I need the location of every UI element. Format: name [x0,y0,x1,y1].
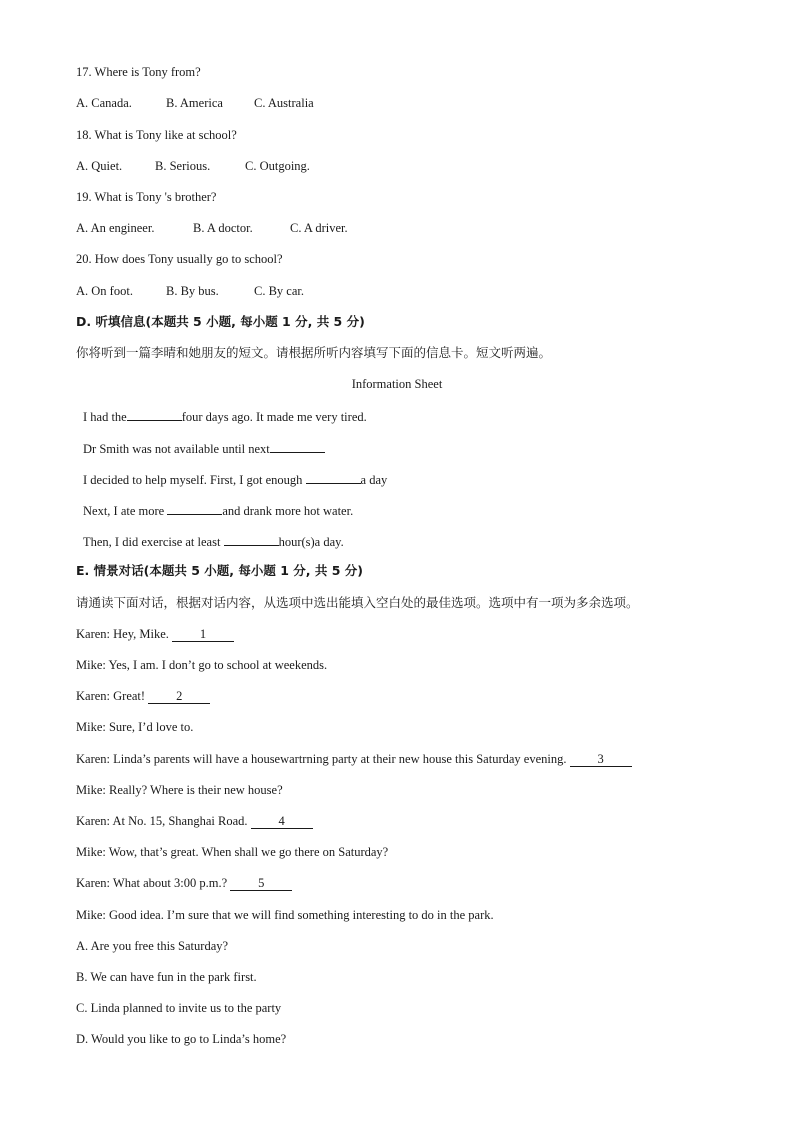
option-a: A. An engineer. [76,221,155,235]
dialogue-blank: 3 [570,752,632,767]
info-row-1: I had the four days ago. It made me very tired. [83,407,367,425]
option-b: B. A doctor. [193,221,253,235]
option-b: B. Serious. [155,159,211,173]
dialogue-blank: 2 [148,689,210,704]
option-b: B. By bus. [166,284,219,298]
dialogue-line-8: Mike: Wow, that’s great. When shall we go there on Saturday? [76,845,389,859]
dialogue-line-1: Karen: Hey, Mike. 1 [76,626,234,642]
info-row-2: Dr Smith was not available until next [83,439,325,457]
question-17: 17. Where is Tony from? [76,65,201,79]
question-19-options [76,220,348,236]
question-19: 19. What is Tony 's brother? [76,190,217,204]
dialogue-blank: 4 [251,814,313,829]
info-row-4: Next, I ate more and drank more hot water. [83,501,353,519]
dialogue-blank: 1 [172,627,234,642]
dialogue-line-10: Mike: Good idea. I’m sure that we will find something interesting to do in the park. [76,908,494,922]
dialogue-blank: 5 [230,876,292,891]
choice-d: D. Would you like to go to Linda’s home? [76,1032,287,1046]
section-e-instruction: 请通读下面对话，根据对话内容，从选项中选出能填入空白处的最佳选项。选项中有一项为多余选项。 [76,595,639,610]
section-e-heading: E. 情景对话(本题共 5 小题, 每小题 1 分, 共 5 分) [76,563,363,578]
info-row-3: I decided to help myself. First, I got enough a day [83,470,387,488]
choice-c: C. Linda planned to invite us to the party [76,1001,282,1015]
question-20-options [76,283,304,299]
dialogue-line-6: Mike: Really? Where is their new house? [76,783,283,797]
info-row-5: Then, I did exercise at least hour(s)a day. [83,532,344,550]
section-d-instruction: 你将听到一篇李晴和她朋友的短文。请根据所听内容填写下面的信息卡。短文听两遍。 [76,345,552,360]
dialogue-line-7: Karen: At No. 15, Shanghai Road. 4 [76,813,313,829]
answer-blank [224,532,279,546]
dialogue-line-4: Mike: Sure, I’d love to. [76,720,194,734]
option-c: C. Australia [254,96,314,110]
option-c: C. Outgoing. [245,159,310,173]
question-20: 20. How does Tony usually go to school? [76,252,283,266]
dialogue-line-9: Karen: What about 3:00 p.m.? 5 [76,875,292,891]
dialogue-line-2: Mike: Yes, I am. I don’t go to school at weekends. [76,658,328,672]
dialogue-line-3: Karen: Great! 2 [76,688,210,704]
answer-blank [306,470,361,484]
question-17-options [76,95,314,111]
option-a: A. Quiet. [76,159,123,173]
choice-b: B. We can have fun in the park first. [76,970,257,984]
option-b: B. America [166,96,223,110]
question-18: 18. What is Tony like at school? [76,128,237,142]
dialogue-line-5: Karen: Linda’s parents will have a housewartrning party at their new house this Saturday evening. 3 [76,751,632,767]
option-a: A. On foot. [76,284,133,298]
information-sheet-title: Information Sheet [351,377,443,391]
option-a: A. Canada. [76,96,132,110]
answer-blank [167,501,222,515]
answer-blank [127,407,182,421]
section-d-heading: D. 听填信息(本题共 5 小题, 每小题 1 分, 共 5 分) [76,314,365,329]
option-c: C. A driver. [290,221,348,235]
option-c: C. By car. [254,284,304,298]
choice-a: A. Are you free this Saturday? [76,939,229,953]
answer-blank [270,439,325,453]
question-18-options [76,158,310,174]
